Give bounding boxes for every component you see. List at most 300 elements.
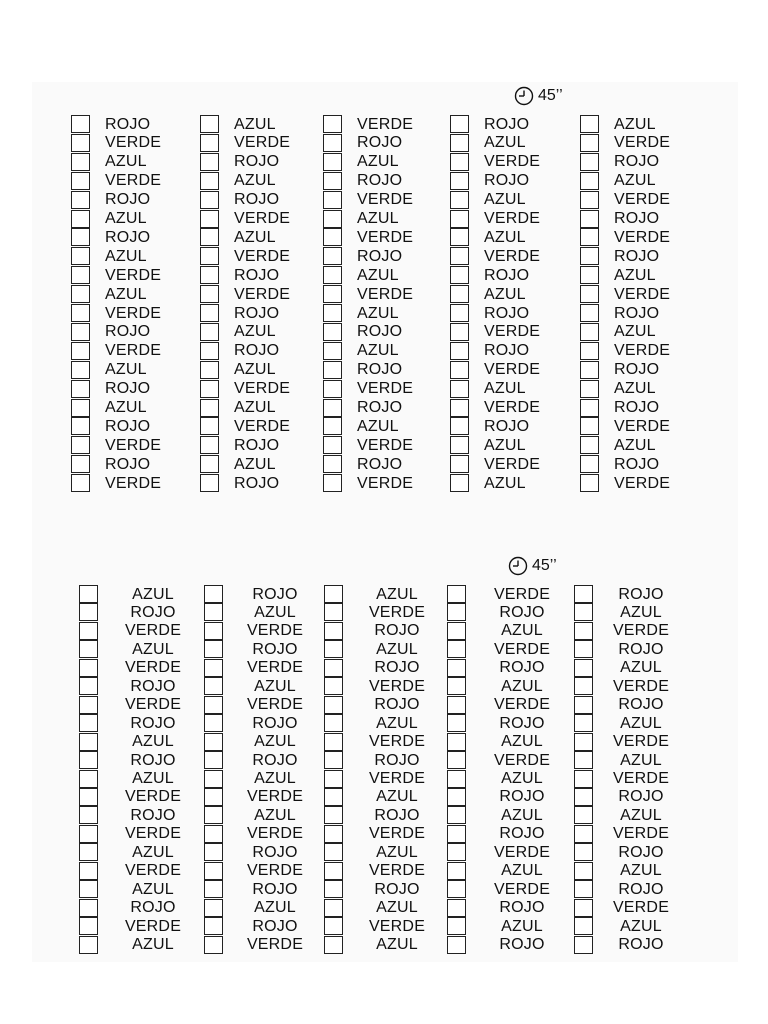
- answer-checkbox[interactable]: [580, 361, 599, 379]
- answer-checkbox[interactable]: [450, 436, 469, 454]
- answer-checkbox[interactable]: [447, 806, 466, 824]
- answer-checkbox[interactable]: [204, 788, 223, 806]
- answer-checkbox[interactable]: [450, 285, 469, 303]
- color-word: ROJO: [234, 266, 280, 284]
- answer-checkbox[interactable]: [574, 880, 593, 898]
- color-word: VERDE: [493, 880, 551, 898]
- color-word: VERDE: [234, 417, 291, 435]
- answer-checkbox[interactable]: [200, 210, 219, 228]
- answer-checkbox[interactable]: [324, 843, 343, 861]
- answer-checkbox[interactable]: [200, 153, 219, 171]
- color-word: AZUL: [132, 733, 174, 751]
- answer-checkbox[interactable]: [204, 880, 223, 898]
- answer-checkbox[interactable]: [450, 172, 469, 190]
- color-word: ROJO: [618, 696, 664, 714]
- answer-checkbox[interactable]: [79, 917, 98, 935]
- answer-checkbox[interactable]: [450, 361, 469, 379]
- color-word: AZUL: [501, 917, 543, 935]
- answer-checkbox[interactable]: [447, 751, 466, 769]
- answer-checkbox[interactable]: [79, 880, 98, 898]
- color-word: ROJO: [357, 323, 403, 341]
- answer-checkbox[interactable]: [574, 696, 593, 714]
- color-word: AZUL: [376, 899, 418, 917]
- answer-checkbox[interactable]: [574, 622, 593, 640]
- color-word: ROJO: [618, 936, 664, 954]
- answer-checkbox[interactable]: [323, 247, 342, 265]
- color-word: VERDE: [357, 436, 414, 454]
- color-word: AZUL: [484, 436, 526, 454]
- color-word: ROJO: [484, 266, 530, 284]
- answer-checkbox[interactable]: [323, 417, 342, 435]
- answer-checkbox[interactable]: [79, 862, 98, 880]
- answer-checkbox[interactable]: [447, 603, 466, 621]
- answer-checkbox[interactable]: [79, 622, 98, 640]
- answer-checkbox[interactable]: [447, 936, 466, 954]
- answer-checkbox[interactable]: [324, 714, 343, 732]
- answer-checkbox[interactable]: [447, 917, 466, 935]
- answer-checkbox[interactable]: [450, 134, 469, 152]
- answer-checkbox[interactable]: [71, 172, 90, 190]
- answer-checkbox[interactable]: [200, 436, 219, 454]
- answer-checkbox[interactable]: [323, 115, 342, 133]
- color-word: AZUL: [234, 455, 276, 473]
- answer-checkbox[interactable]: [79, 659, 98, 677]
- answer-checkbox[interactable]: [574, 585, 593, 603]
- color-word: AZUL: [234, 115, 276, 133]
- color-word: VERDE: [124, 825, 182, 843]
- color-word: VERDE: [612, 677, 670, 695]
- answer-checkbox[interactable]: [79, 825, 98, 843]
- answer-checkbox[interactable]: [71, 399, 90, 417]
- answer-checkbox[interactable]: [324, 880, 343, 898]
- color-word: ROJO: [374, 806, 420, 824]
- answer-checkbox[interactable]: [580, 153, 599, 171]
- color-word: ROJO: [484, 342, 530, 360]
- color-word: ROJO: [618, 843, 664, 861]
- answer-checkbox[interactable]: [71, 115, 90, 133]
- answer-checkbox[interactable]: [450, 474, 469, 492]
- color-word: VERDE: [493, 696, 551, 714]
- answer-checkbox[interactable]: [323, 455, 342, 473]
- answer-checkbox[interactable]: [71, 455, 90, 473]
- answer-checkbox[interactable]: [447, 696, 466, 714]
- color-word: ROJO: [484, 172, 530, 190]
- answer-checkbox[interactable]: [71, 361, 90, 379]
- color-word: ROJO: [357, 399, 403, 416]
- answer-checkbox[interactable]: [450, 380, 469, 398]
- answer-checkbox[interactable]: [447, 677, 466, 695]
- answer-checkbox[interactable]: [204, 696, 223, 714]
- answer-checkbox[interactable]: [447, 788, 466, 806]
- color-word: AZUL: [376, 714, 418, 732]
- color-word: AZUL: [105, 399, 147, 416]
- color-word: VERDE: [105, 304, 162, 322]
- color-word: ROJO: [484, 115, 530, 133]
- color-word: VERDE: [484, 323, 541, 341]
- answer-checkbox[interactable]: [324, 603, 343, 621]
- answer-checkbox[interactable]: [324, 696, 343, 714]
- color-word: ROJO: [614, 304, 660, 322]
- answer-checkbox[interactable]: [204, 825, 223, 843]
- answer-checkbox[interactable]: [574, 640, 593, 658]
- color-word: VERDE: [246, 622, 304, 640]
- answer-checkbox[interactable]: [200, 455, 219, 473]
- answer-checkbox[interactable]: [574, 770, 593, 788]
- color-word: AZUL: [254, 899, 296, 917]
- color-word: VERDE: [614, 342, 671, 360]
- answer-checkbox[interactable]: [79, 899, 98, 917]
- answer-checkbox[interactable]: [450, 399, 469, 417]
- answer-checkbox[interactable]: [79, 714, 98, 732]
- answer-checkbox[interactable]: [450, 342, 469, 360]
- answer-checkbox[interactable]: [324, 640, 343, 658]
- answer-checkbox[interactable]: [324, 622, 343, 640]
- answer-checkbox[interactable]: [447, 899, 466, 917]
- color-word: ROJO: [252, 843, 298, 861]
- answer-checkbox[interactable]: [71, 191, 90, 209]
- answer-checkbox[interactable]: [71, 210, 90, 228]
- color-word: AZUL: [501, 806, 543, 824]
- answer-checkbox[interactable]: [71, 134, 90, 152]
- answer-checkbox[interactable]: [324, 806, 343, 824]
- answer-checkbox[interactable]: [580, 228, 599, 246]
- answer-checkbox[interactable]: [71, 266, 90, 284]
- color-word: AZUL: [254, 770, 296, 787]
- answer-checkbox[interactable]: [71, 342, 90, 360]
- color-word: ROJO: [105, 417, 151, 435]
- answer-checkbox[interactable]: [71, 285, 90, 303]
- color-word: ROJO: [484, 304, 530, 322]
- answer-checkbox[interactable]: [71, 380, 90, 398]
- answer-checkbox[interactable]: [200, 285, 219, 303]
- color-word: ROJO: [252, 880, 298, 898]
- answer-checkbox[interactable]: [204, 770, 223, 788]
- answer-checkbox[interactable]: [580, 285, 599, 303]
- timer-text: 45’’: [532, 557, 557, 574]
- color-word: AZUL: [105, 285, 147, 303]
- color-word: VERDE: [234, 380, 291, 398]
- answer-checkbox[interactable]: [580, 210, 599, 228]
- answer-checkbox[interactable]: [323, 266, 342, 284]
- answer-checkbox[interactable]: [574, 862, 593, 880]
- color-word: VERDE: [484, 210, 541, 227]
- answer-checkbox[interactable]: [200, 266, 219, 284]
- answer-checkbox[interactable]: [450, 455, 469, 473]
- answer-checkbox[interactable]: [580, 134, 599, 152]
- color-word: VERDE: [234, 210, 291, 227]
- answer-checkbox[interactable]: [324, 788, 343, 806]
- color-word: ROJO: [499, 899, 545, 917]
- answer-checkbox[interactable]: [204, 843, 223, 861]
- answer-checkbox[interactable]: [580, 399, 599, 417]
- color-word: ROJO: [499, 825, 545, 843]
- answer-checkbox[interactable]: [324, 659, 343, 677]
- answer-checkbox[interactable]: [447, 640, 466, 658]
- answer-checkbox[interactable]: [324, 899, 343, 917]
- answer-checkbox[interactable]: [204, 899, 223, 917]
- answer-checkbox[interactable]: [79, 585, 98, 603]
- answer-checkbox[interactable]: [323, 380, 342, 398]
- color-word: ROJO: [252, 751, 298, 769]
- answer-checkbox[interactable]: [447, 825, 466, 843]
- color-word: AZUL: [234, 399, 276, 416]
- answer-checkbox[interactable]: [71, 153, 90, 171]
- color-word: ROJO: [105, 455, 151, 473]
- answer-checkbox[interactable]: [447, 843, 466, 861]
- answer-checkbox[interactable]: [200, 228, 219, 246]
- color-word: VERDE: [612, 733, 670, 751]
- color-word: ROJO: [374, 622, 420, 640]
- color-word: VERDE: [105, 134, 162, 152]
- answer-checkbox[interactable]: [324, 677, 343, 695]
- answer-checkbox[interactable]: [323, 399, 342, 417]
- answer-checkbox[interactable]: [324, 733, 343, 751]
- color-word: ROJO: [614, 210, 660, 227]
- answer-checkbox[interactable]: [574, 806, 593, 824]
- color-word: ROJO: [105, 380, 151, 398]
- color-word: ROJO: [234, 304, 280, 322]
- answer-checkbox[interactable]: [200, 304, 219, 322]
- color-word: AZUL: [132, 770, 174, 787]
- answer-checkbox[interactable]: [580, 247, 599, 265]
- answer-checkbox[interactable]: [450, 191, 469, 209]
- color-word: ROJO: [252, 640, 298, 658]
- answer-checkbox[interactable]: [450, 417, 469, 435]
- answer-checkbox[interactable]: [71, 436, 90, 454]
- answer-checkbox[interactable]: [200, 191, 219, 209]
- answer-checkbox[interactable]: [580, 323, 599, 341]
- answer-checkbox[interactable]: [447, 622, 466, 640]
- answer-checkbox[interactable]: [450, 266, 469, 284]
- answer-checkbox[interactable]: [580, 417, 599, 435]
- answer-checkbox[interactable]: [204, 585, 223, 603]
- answer-checkbox[interactable]: [324, 862, 343, 880]
- answer-checkbox[interactable]: [324, 770, 343, 788]
- color-word: VERDE: [484, 153, 541, 171]
- color-word: ROJO: [130, 714, 176, 732]
- answer-checkbox[interactable]: [79, 696, 98, 714]
- answer-checkbox[interactable]: [450, 247, 469, 265]
- answer-checkbox[interactable]: [204, 714, 223, 732]
- answer-checkbox[interactable]: [200, 342, 219, 360]
- answer-checkbox[interactable]: [323, 172, 342, 190]
- color-word: AZUL: [105, 247, 147, 265]
- answer-checkbox[interactable]: [580, 115, 599, 133]
- answer-checkbox[interactable]: [323, 134, 342, 152]
- color-word: AZUL: [484, 380, 526, 398]
- answer-checkbox[interactable]: [580, 304, 599, 322]
- color-word: ROJO: [374, 880, 420, 898]
- answer-checkbox[interactable]: [450, 228, 469, 246]
- answer-checkbox[interactable]: [323, 304, 342, 322]
- answer-checkbox[interactable]: [574, 788, 593, 806]
- color-word: AZUL: [376, 843, 418, 861]
- color-word: AZUL: [620, 751, 662, 769]
- answer-checkbox[interactable]: [574, 677, 593, 695]
- color-word: ROJO: [252, 917, 298, 935]
- color-word: ROJO: [234, 436, 280, 454]
- answer-checkbox[interactable]: [204, 862, 223, 880]
- answer-checkbox[interactable]: [450, 115, 469, 133]
- answer-checkbox[interactable]: [323, 361, 342, 379]
- answer-checkbox[interactable]: [79, 806, 98, 824]
- answer-checkbox[interactable]: [324, 917, 343, 935]
- answer-checkbox[interactable]: [71, 474, 90, 492]
- answer-checkbox[interactable]: [200, 474, 219, 492]
- answer-checkbox[interactable]: [79, 751, 98, 769]
- color-word: VERDE: [105, 436, 162, 454]
- answer-checkbox[interactable]: [204, 917, 223, 935]
- color-word: AZUL: [614, 380, 656, 398]
- color-word: AZUL: [234, 172, 276, 190]
- color-word: VERDE: [493, 751, 551, 769]
- answer-checkbox[interactable]: [323, 191, 342, 209]
- answer-checkbox[interactable]: [447, 585, 466, 603]
- answer-checkbox[interactable]: [450, 210, 469, 228]
- answer-checkbox[interactable]: [574, 751, 593, 769]
- color-word: ROJO: [374, 696, 420, 714]
- answer-checkbox[interactable]: [200, 417, 219, 435]
- answer-checkbox[interactable]: [200, 399, 219, 417]
- answer-checkbox[interactable]: [200, 380, 219, 398]
- answer-checkbox[interactable]: [323, 228, 342, 246]
- answer-checkbox[interactable]: [450, 323, 469, 341]
- answer-checkbox[interactable]: [574, 825, 593, 843]
- answer-checkbox[interactable]: [574, 603, 593, 621]
- answer-checkbox[interactable]: [323, 436, 342, 454]
- answer-checkbox[interactable]: [204, 659, 223, 677]
- color-word: VERDE: [614, 228, 671, 246]
- answer-checkbox[interactable]: [323, 323, 342, 341]
- answer-checkbox[interactable]: [200, 323, 219, 341]
- color-word: ROJO: [614, 399, 660, 416]
- answer-checkbox[interactable]: [323, 342, 342, 360]
- answer-checkbox[interactable]: [574, 714, 593, 732]
- answer-checkbox[interactable]: [79, 677, 98, 695]
- answer-checkbox[interactable]: [574, 936, 593, 954]
- answer-checkbox[interactable]: [574, 917, 593, 935]
- answer-checkbox[interactable]: [71, 417, 90, 435]
- answer-checkbox[interactable]: [204, 677, 223, 695]
- color-word: AZUL: [132, 640, 174, 658]
- color-word: VERDE: [493, 585, 551, 603]
- answer-checkbox[interactable]: [580, 342, 599, 360]
- answer-checkbox[interactable]: [204, 936, 223, 954]
- answer-checkbox[interactable]: [204, 733, 223, 751]
- answer-checkbox[interactable]: [204, 751, 223, 769]
- answer-checkbox[interactable]: [204, 622, 223, 640]
- answer-checkbox[interactable]: [71, 304, 90, 322]
- color-word: VERDE: [105, 266, 162, 284]
- answer-checkbox[interactable]: [71, 247, 90, 265]
- answer-checkbox[interactable]: [450, 304, 469, 322]
- answer-checkbox[interactable]: [580, 380, 599, 398]
- color-word: VERDE: [612, 899, 670, 917]
- answer-checkbox[interactable]: [580, 172, 599, 190]
- answer-checkbox[interactable]: [580, 191, 599, 209]
- answer-checkbox[interactable]: [324, 751, 343, 769]
- color-word: AZUL: [614, 115, 656, 133]
- color-word: AZUL: [376, 585, 418, 603]
- answer-checkbox[interactable]: [79, 733, 98, 751]
- answer-checkbox[interactable]: [79, 770, 98, 788]
- answer-checkbox[interactable]: [324, 936, 343, 954]
- color-word: AZUL: [620, 603, 662, 621]
- answer-checkbox[interactable]: [447, 770, 466, 788]
- answer-checkbox[interactable]: [71, 323, 90, 341]
- answer-checkbox[interactable]: [79, 843, 98, 861]
- color-word: AZUL: [620, 659, 662, 677]
- answer-checkbox[interactable]: [200, 361, 219, 379]
- answer-checkbox[interactable]: [204, 806, 223, 824]
- color-word: AZUL: [614, 436, 656, 454]
- color-word: ROJO: [357, 247, 403, 265]
- color-word: AZUL: [501, 622, 543, 640]
- answer-checkbox[interactable]: [580, 436, 599, 454]
- color-word: ROJO: [614, 247, 660, 265]
- answer-checkbox[interactable]: [204, 603, 223, 621]
- color-word: VERDE: [246, 825, 304, 843]
- color-word: ROJO: [234, 191, 280, 209]
- answer-checkbox[interactable]: [574, 899, 593, 917]
- answer-checkbox[interactable]: [323, 153, 342, 171]
- color-word: ROJO: [252, 585, 298, 603]
- answer-checkbox[interactable]: [79, 936, 98, 954]
- answer-checkbox[interactable]: [323, 474, 342, 492]
- answer-checkbox[interactable]: [204, 640, 223, 658]
- color-word: ROJO: [499, 936, 545, 954]
- color-word: VERDE: [614, 474, 671, 492]
- answer-checkbox[interactable]: [79, 788, 98, 806]
- answer-checkbox[interactable]: [200, 134, 219, 152]
- color-word: AZUL: [132, 843, 174, 861]
- color-word: VERDE: [357, 285, 414, 303]
- answer-checkbox[interactable]: [580, 474, 599, 492]
- answer-checkbox[interactable]: [450, 153, 469, 171]
- answer-checkbox[interactable]: [574, 659, 593, 677]
- answer-checkbox[interactable]: [200, 115, 219, 133]
- color-word: AZUL: [501, 770, 543, 787]
- color-word: VERDE: [484, 455, 541, 473]
- answer-checkbox[interactable]: [447, 862, 466, 880]
- color-word: ROJO: [105, 228, 151, 246]
- answer-checkbox[interactable]: [447, 714, 466, 732]
- answer-checkbox[interactable]: [447, 880, 466, 898]
- answer-checkbox[interactable]: [580, 455, 599, 473]
- answer-checkbox[interactable]: [324, 825, 343, 843]
- answer-checkbox[interactable]: [447, 733, 466, 751]
- color-word: VERDE: [368, 603, 426, 621]
- answer-checkbox[interactable]: [324, 585, 343, 603]
- color-word: ROJO: [614, 455, 660, 473]
- color-word: AZUL: [105, 153, 147, 171]
- answer-checkbox[interactable]: [574, 733, 593, 751]
- answer-checkbox[interactable]: [323, 210, 342, 228]
- answer-checkbox[interactable]: [447, 659, 466, 677]
- answer-checkbox[interactable]: [580, 266, 599, 284]
- answer-checkbox[interactable]: [71, 228, 90, 246]
- answer-checkbox[interactable]: [200, 247, 219, 265]
- answer-checkbox[interactable]: [574, 843, 593, 861]
- answer-checkbox[interactable]: [200, 172, 219, 190]
- color-word: AZUL: [254, 733, 296, 751]
- answer-checkbox[interactable]: [79, 640, 98, 658]
- answer-checkbox[interactable]: [79, 603, 98, 621]
- color-word: AZUL: [234, 323, 276, 341]
- answer-checkbox[interactable]: [323, 285, 342, 303]
- color-word: AZUL: [376, 936, 418, 954]
- color-word: ROJO: [357, 361, 403, 379]
